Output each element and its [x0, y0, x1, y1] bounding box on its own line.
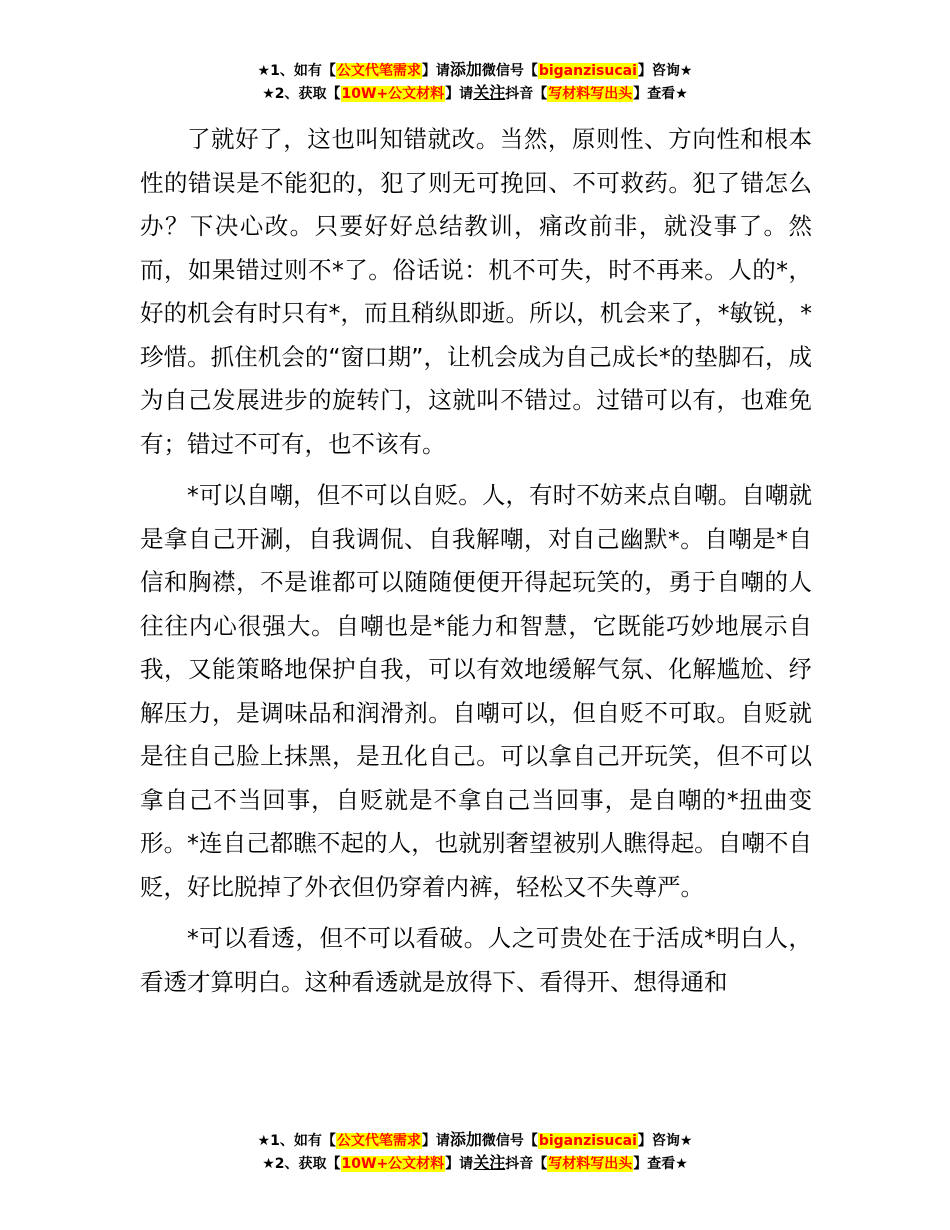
banner-line-materials	[0, 82, 950, 105]
banner-line-materials	[0, 1152, 950, 1175]
banner-highlight-douyin-account: 写材料写出头	[548, 86, 633, 102]
banner-text: ★1、如有【	[257, 63, 336, 79]
banner-text: ★2、获取【	[262, 1156, 341, 1172]
banner-text: ★1、如有【	[257, 1133, 336, 1149]
banner-text-follow: 关注	[473, 83, 506, 102]
footer-banner	[0, 1129, 950, 1175]
banner-text: 微信号【	[481, 1133, 538, 1149]
banner-text: 抖音【	[505, 1156, 548, 1172]
banner-text: 】咨询★	[637, 1133, 693, 1149]
paragraph-continued: 了就好了，这也叫知错就改。当然，原则性、方向性和根本性的错误是不能犯的，犯了则无可挽回、不可救药。犯了错怎么办？下决心改。只要好好总结教训，痛改前非，就没事了。然而，如果错过则不*了。俗话说：机不可失，时不再来。人的*，好的机会有时只有*，而且稍纵即逝。所以，机会来了，*敏锐，*珍惜。抓住机会的“窗口期”，让机会成为自己成长*的垫脚石，成为自己发展进步的旋转门，这就叫不错过。过错可以有，也难免有；错过不可有，也不该有。	[140, 125, 812, 458]
banner-text: 】咨询★	[637, 63, 693, 79]
banner-text-add: 添加	[449, 60, 482, 79]
banner-highlight-wechat-id: biganzisucai	[538, 63, 637, 79]
header-banner	[0, 59, 950, 105]
banner-text: 】请	[445, 1156, 474, 1172]
document-body	[140, 118, 812, 1012]
banner-text-follow: 关注	[473, 1153, 506, 1172]
paragraph-see-through: *可以看透，但不可以看破。人之可贵处在于活成*明白人，看透才算明白。这种看透就是放得下、看得开、想得通和	[140, 924, 812, 996]
banner-text: 】请	[421, 1133, 450, 1149]
banner-text: 】请	[421, 63, 450, 79]
banner-line-consult	[0, 59, 950, 82]
banner-text: 】查看★	[633, 86, 688, 102]
banner-text: 】查看★	[633, 1156, 688, 1172]
banner-highlight-materials: 10W+公文材料	[341, 86, 445, 102]
banner-highlight-materials: 10W+公文材料	[341, 1156, 445, 1172]
banner-text: 】请	[445, 86, 474, 102]
banner-highlight-wechat-id: biganzisucai	[538, 1133, 637, 1149]
banner-text-add: 添加	[449, 1130, 482, 1149]
banner-text: 抖音【	[505, 86, 548, 102]
paragraph-self-mockery: *可以自嘲，但不可以自贬。人，有时不妨来点自嘲。自嘲就是拿自己开涮，自我调侃、自我解嘲，对自己幽默*。自嘲是*自信和胸襟，不是谁都可以随随便便开得起玩笑的，勇于自嘲的人往往内心很强大。自嘲也是*能力和智慧，它既能巧妙地展示自我，又能策略地保护自我，可以有效地缓解气氛、化解尴尬、纾解压力，是调味品和润滑剂。自嘲可以，但自贬不可取。自贬就是往自己脸上抹黑，是丑化自己。可以拿自己开玩笑，但不可以拿自己不当回事，自贬就是不拿自己当回事，是自嘲的*扭曲变形。*连自己都瞧不起的人，也就别奢望被别人瞧得起。自嘲不自贬，好比脱掉了外衣但仍穿着内裤，轻松又不失尊严。	[140, 481, 812, 901]
banner-highlight-service: 公文代笔需求	[336, 63, 421, 79]
banner-text: ★2、获取【	[262, 86, 341, 102]
banner-line-consult	[0, 1129, 950, 1152]
banner-highlight-service: 公文代笔需求	[336, 1133, 421, 1149]
banner-text: 微信号【	[481, 63, 538, 79]
banner-highlight-douyin-account: 写材料写出头	[548, 1156, 633, 1172]
